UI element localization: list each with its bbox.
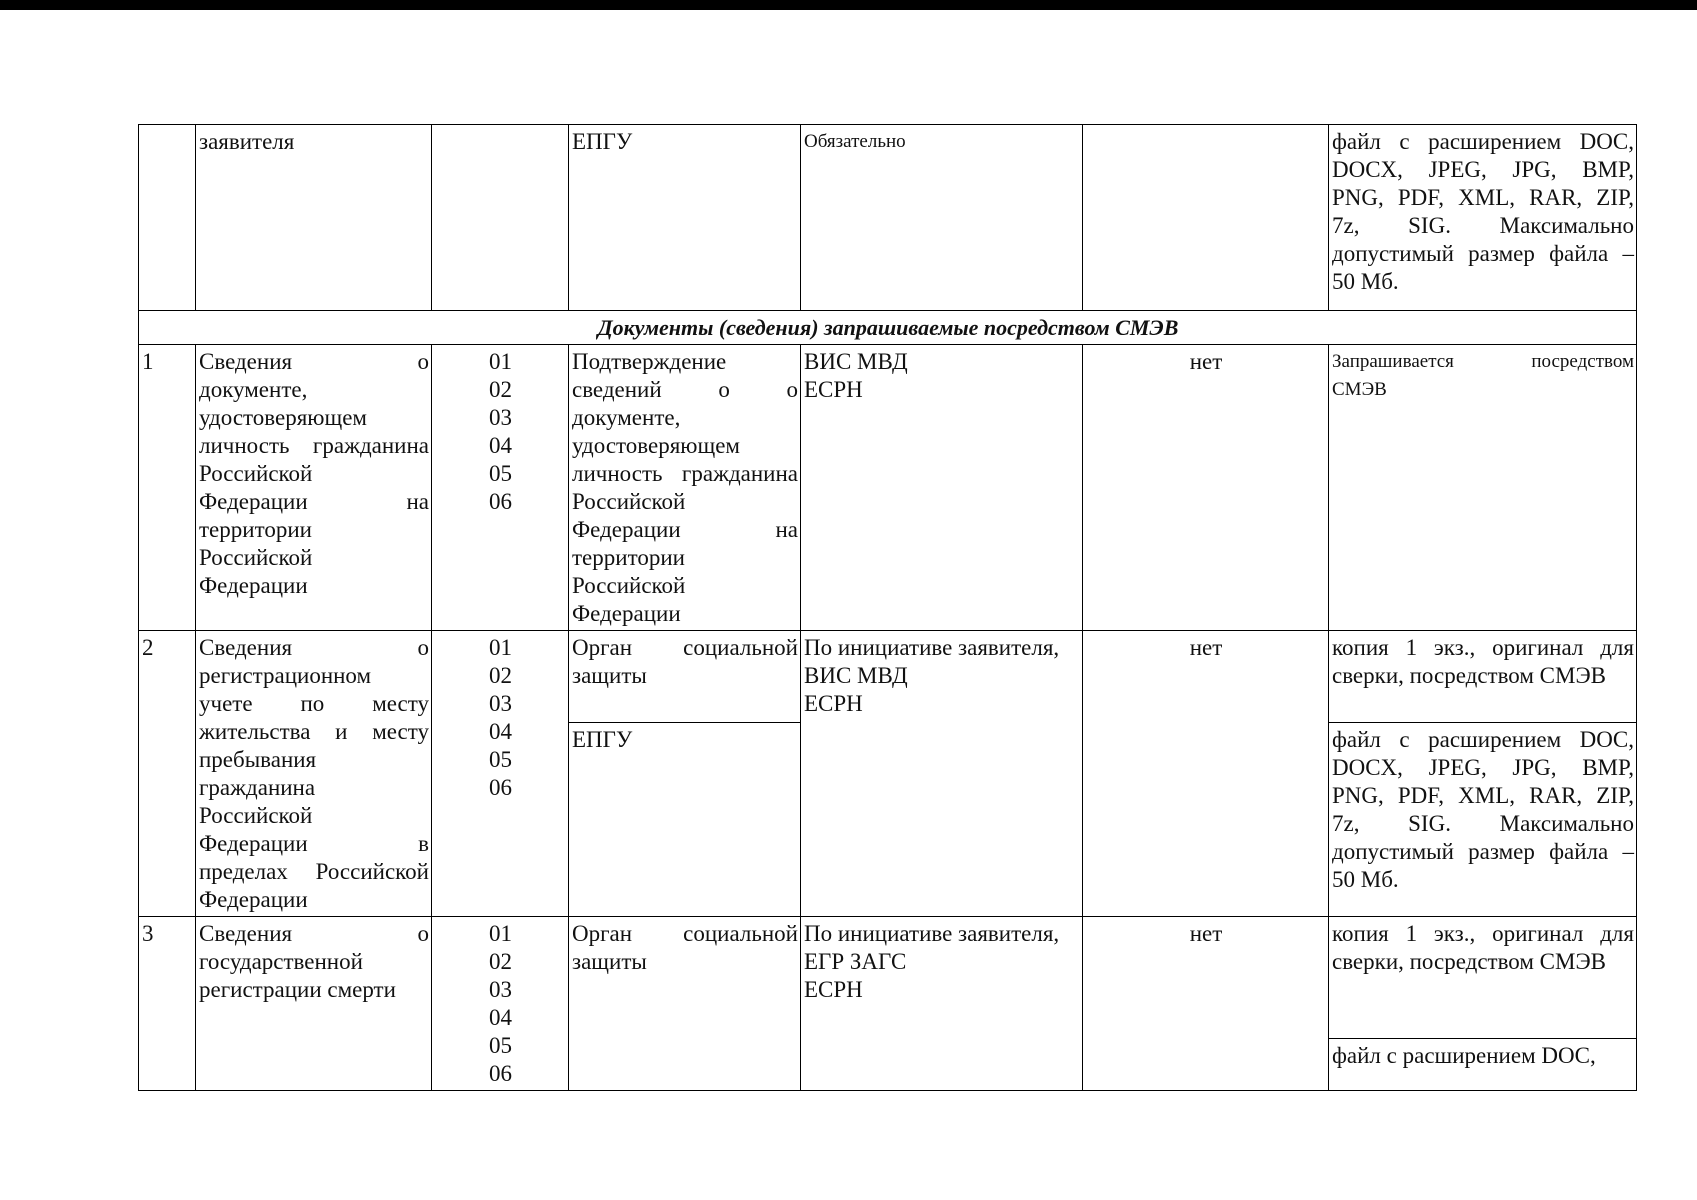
text-line: 03 <box>489 691 512 716</box>
cell-codes <box>432 631 569 917</box>
text-line: СМЭВ <box>1332 379 1387 400</box>
cell-doc-name <box>196 125 432 311</box>
text-line: ЕСРН <box>804 977 863 1002</box>
cell-number: 2 <box>139 631 196 917</box>
text-line: 7z, SIG. Максимально <box>1332 811 1634 836</box>
text-line: DOCX, JPEG, JPG, BMP, <box>1332 755 1634 780</box>
text-line: Российской <box>199 803 313 828</box>
text-line: Российской <box>199 545 313 570</box>
source-text: ЕПГУ <box>572 129 633 154</box>
scan-top-border <box>0 0 1697 10</box>
text-line: PNG, PDF, XML, RAR, ZIP, <box>1332 783 1634 808</box>
text-line: защиты <box>572 663 647 688</box>
text-line: 05 <box>489 747 512 772</box>
text-line: файл с расширением DOC, <box>1332 129 1634 154</box>
text-line: Сведения о <box>199 635 429 660</box>
cell-fee: нет <box>1083 631 1329 917</box>
text-line: удостоверяющем <box>199 405 367 430</box>
form-sub-a <box>1329 631 1636 723</box>
text-line: 7z, SIG. Максимально <box>1332 213 1634 238</box>
text-line: 06 <box>489 775 512 800</box>
text-line: 04 <box>489 719 512 744</box>
text-line: файл с расширением DOC, <box>1332 1043 1596 1068</box>
form-sub-b <box>1329 1039 1636 1070</box>
text-line: 02 <box>489 949 512 974</box>
text-line: личность гражданина <box>572 461 798 486</box>
text-line: ВИС МВД <box>804 349 908 374</box>
text-line: Российской <box>572 573 686 598</box>
cell-doc-name <box>196 917 432 1091</box>
text-line: 01 <box>489 635 512 660</box>
text-line: документе, <box>199 377 308 402</box>
cell-fee <box>1083 125 1329 311</box>
text-line: DOCX, JPEG, JPG, BMP, <box>1332 157 1634 182</box>
text-line: сверки, посредством СМЭВ <box>1332 663 1606 688</box>
text-line: сверки, посредством СМЭВ <box>1332 949 1606 974</box>
cell-condition <box>801 917 1083 1091</box>
text-line: допустимый размер файла – <box>1332 839 1634 864</box>
text-line: По инициативе заявителя, <box>804 921 1060 946</box>
text-line: 03 <box>489 405 512 430</box>
text-line: регистрации смерти <box>199 977 396 1002</box>
text-line: учете по месту <box>199 691 429 716</box>
cell-form <box>1329 345 1637 631</box>
text-line: ЕСРН <box>804 377 863 402</box>
cell-doc-name <box>196 631 432 917</box>
cell-form <box>1329 125 1637 311</box>
cell-codes <box>432 917 569 1091</box>
cell-condition <box>801 125 1083 311</box>
text-line: Федерации <box>199 573 308 598</box>
text-line: 01 <box>489 349 512 374</box>
text-line: копия 1 экз., оригинал для <box>1332 921 1634 946</box>
table-row-1 <box>139 345 1637 631</box>
text-line: 06 <box>489 489 512 514</box>
form-sub-a <box>1329 917 1636 1039</box>
text-line: пределах Российской <box>199 859 429 884</box>
text-line: территории <box>572 545 685 570</box>
text-line: Федерации в <box>199 831 429 856</box>
cell-codes <box>432 345 569 631</box>
text-line: По инициативе заявителя, <box>804 635 1060 660</box>
text-line: 50 Мб. <box>1332 269 1399 294</box>
text-line: государственной <box>199 949 363 974</box>
cell-condition <box>801 631 1083 917</box>
table-row-continuation <box>139 125 1637 311</box>
text-line: удостоверяющем <box>572 433 740 458</box>
text-line: территории <box>199 517 312 542</box>
cell-number <box>139 125 196 311</box>
cell-source <box>569 345 801 631</box>
cell-fee: нет <box>1083 917 1329 1091</box>
text-line: PNG, PDF, XML, RAR, ZIP, <box>1332 185 1634 210</box>
text-line: Сведения о <box>199 349 429 374</box>
cell-form <box>1329 631 1637 917</box>
text-line: ВИС МВД <box>804 663 908 688</box>
text-line: 03 <box>489 977 512 1002</box>
text-line: 04 <box>489 433 512 458</box>
text-line: Запрашивается посредством <box>1332 351 1634 372</box>
cell-doc-name <box>196 345 432 631</box>
text-line: Федерации <box>199 887 308 912</box>
text-line: Орган социальной <box>572 921 798 946</box>
cell-source <box>569 125 801 311</box>
cell-fee: нет <box>1083 345 1329 631</box>
text-line: Сведения о <box>199 921 429 946</box>
text-line: допустимый размер файла – <box>1332 241 1634 266</box>
cell-form <box>1329 917 1637 1091</box>
section-header-row <box>139 311 1637 345</box>
doc-name-text: заявителя <box>199 129 295 154</box>
text-line: 05 <box>489 1033 512 1058</box>
text-line: файл с расширением DOC, <box>1332 727 1634 752</box>
text-line: Федерации на <box>199 489 429 514</box>
cell-codes <box>432 125 569 311</box>
text-line: копия 1 экз., оригинал для <box>1332 635 1634 660</box>
cell-number: 1 <box>139 345 196 631</box>
condition-text: Обязательно <box>804 131 906 152</box>
text-line: Федерации <box>572 601 681 626</box>
text-line: 06 <box>489 1061 512 1086</box>
source-sub-b: ЕПГУ <box>572 727 633 752</box>
text-line: Федерации на <box>572 517 798 542</box>
documents-table <box>138 124 1637 1091</box>
table-row-2 <box>139 631 1637 917</box>
cell-condition <box>801 345 1083 631</box>
text-line: пребывания <box>199 747 317 772</box>
table-row-3 <box>139 917 1637 1091</box>
cell-number: 3 <box>139 917 196 1091</box>
text-line: сведений о о <box>572 377 798 402</box>
text-line: 02 <box>489 663 512 688</box>
text-line: личность гражданина <box>199 433 429 458</box>
source-sub-a <box>569 631 800 723</box>
text-line: гражданина <box>199 775 316 800</box>
text-line: документе, <box>572 405 681 430</box>
text-line: Российской <box>199 461 313 486</box>
text-line: ЕСРН <box>804 691 863 716</box>
text-line: жительства и месту <box>199 719 429 744</box>
form-sub-b <box>1329 723 1636 894</box>
cell-source <box>569 631 801 917</box>
text-line: защиты <box>572 949 647 974</box>
text-line: регистрационном <box>199 663 372 688</box>
text-line: 50 Мб. <box>1332 867 1399 892</box>
text-line: Орган социальной <box>572 635 798 660</box>
cell-source <box>569 917 801 1091</box>
text-line: Российской <box>572 489 686 514</box>
text-line: 05 <box>489 461 512 486</box>
text-line: ЕГР ЗАГС <box>804 949 907 974</box>
text-line: 02 <box>489 377 512 402</box>
section-title: Документы (сведения) запрашиваемые посредством СМЭВ <box>139 311 1637 345</box>
text-line: Подтверждение <box>572 349 727 374</box>
text-line: 01 <box>489 921 512 946</box>
text-line: 04 <box>489 1005 512 1030</box>
